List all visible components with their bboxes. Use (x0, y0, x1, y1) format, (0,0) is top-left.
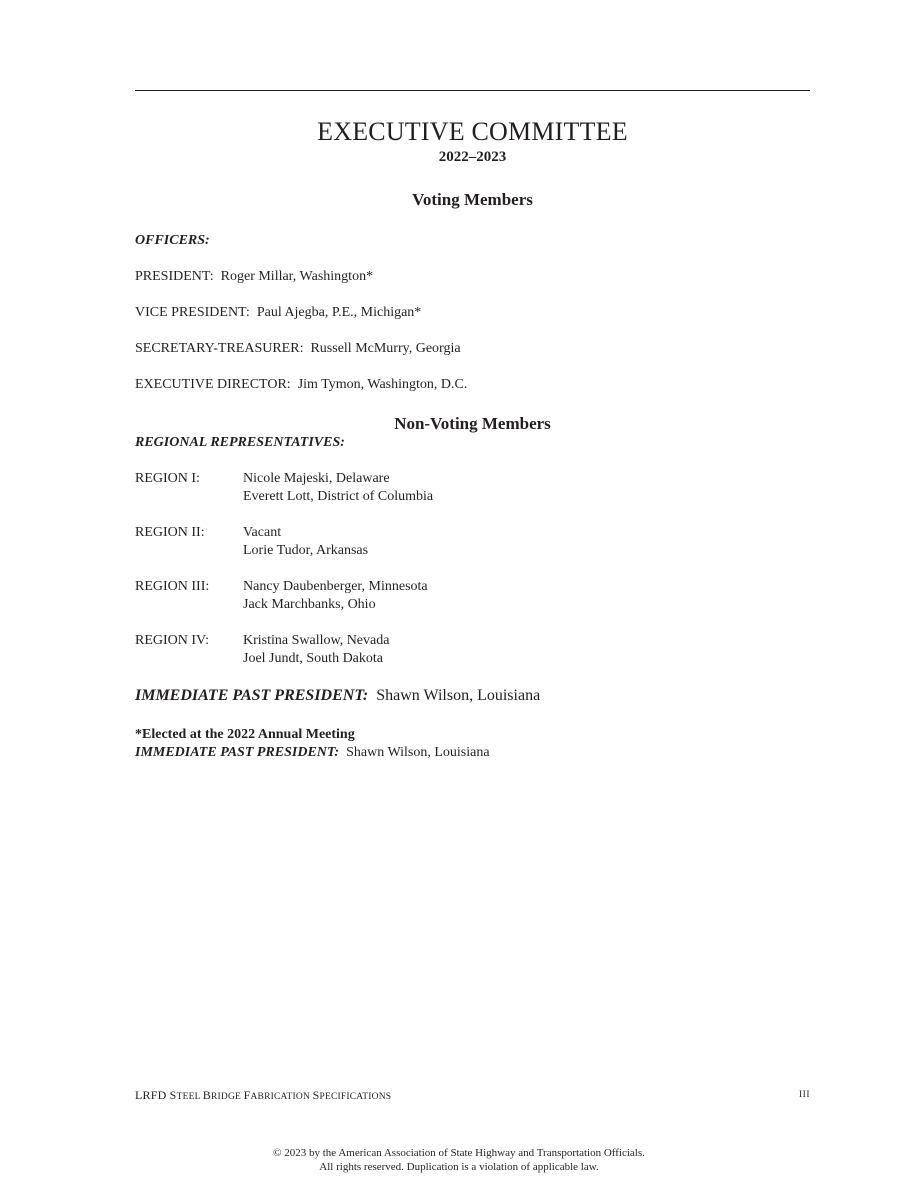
note-past-president (135, 744, 490, 762)
region-member: Kristina Swallow, Nevada (243, 633, 390, 648)
region-label: REGION II: (135, 525, 205, 540)
region-label: REGION I: (135, 471, 200, 486)
officer-role: SECRETARY-TREASURER: (135, 341, 304, 356)
officers-label: OFFICERS: (135, 233, 210, 248)
region-member: Nancy Daubenberger, Minnesota (243, 579, 428, 594)
region-member: Nicole Majeski, Delaware (243, 471, 390, 486)
footer-book-title: LRFD STEEL BRIDGE FABRICATION SPECIFICATIONS (135, 1088, 392, 1102)
region-members (243, 578, 428, 614)
region-member: Vacant (243, 525, 282, 540)
region-member: Lorie Tudor, Arkansas (243, 543, 369, 558)
officer-name: Roger Millar, Washington* (220, 269, 374, 284)
officer-name: Paul Ajegba, P.E., Michigan* (256, 305, 422, 320)
region-label: REGION IV: (135, 633, 210, 648)
past-president-label: IMMEDIATE PAST PRESIDENT: (135, 687, 369, 704)
officer-executive-director (135, 376, 467, 394)
copyright-line-2: All rights reserved. Duplication is a violation of applicable law. (319, 1161, 599, 1173)
page-title: EXECUTIVE COMMITTEE (317, 117, 628, 146)
regional-representatives-label: REGIONAL REPRESENTATIVES: (135, 435, 345, 450)
officer-name: Russell McMurry, Georgia (310, 341, 461, 356)
officer-role: EXECUTIVE DIRECTOR: (135, 377, 291, 392)
immediate-past-president (135, 686, 540, 706)
footer-page-number: III (799, 1090, 810, 1100)
top-rule (135, 90, 810, 91)
page-subtitle-years: 2022–2023 (438, 149, 507, 165)
officer-role: PRESIDENT: (135, 269, 214, 284)
note-past-president-label: IMMEDIATE PAST PRESIDENT: (135, 745, 340, 760)
officer-secretary-treasurer (135, 340, 461, 358)
copyright-line-1: © 2023 by the American Association of State Highway and Transportation Officials. (273, 1147, 645, 1159)
election-note: *Elected at the 2022 Annual Meeting (135, 727, 355, 742)
region-members (243, 470, 433, 506)
past-president-name: Shawn Wilson, Louisiana (376, 687, 541, 704)
voting-members-heading: Voting Members (412, 190, 533, 209)
officer-name: Jim Tymon, Washington, D.C. (297, 377, 468, 392)
region-member: Jack Marchbanks, Ohio (243, 597, 376, 612)
region-members (243, 524, 368, 560)
officer-president (135, 268, 373, 286)
non-voting-members-heading: Non-Voting Members (394, 414, 551, 433)
note-past-president-name: Shawn Wilson, Louisiana (346, 745, 490, 760)
region-members (243, 632, 389, 668)
region-member: Joel Jundt, South Dakota (243, 651, 383, 666)
region-member: Everett Lott, District of Columbia (243, 489, 434, 504)
officer-role: VICE PRESIDENT: (135, 305, 250, 320)
officer-vice-president (135, 304, 421, 322)
region-label: REGION III: (135, 579, 210, 594)
